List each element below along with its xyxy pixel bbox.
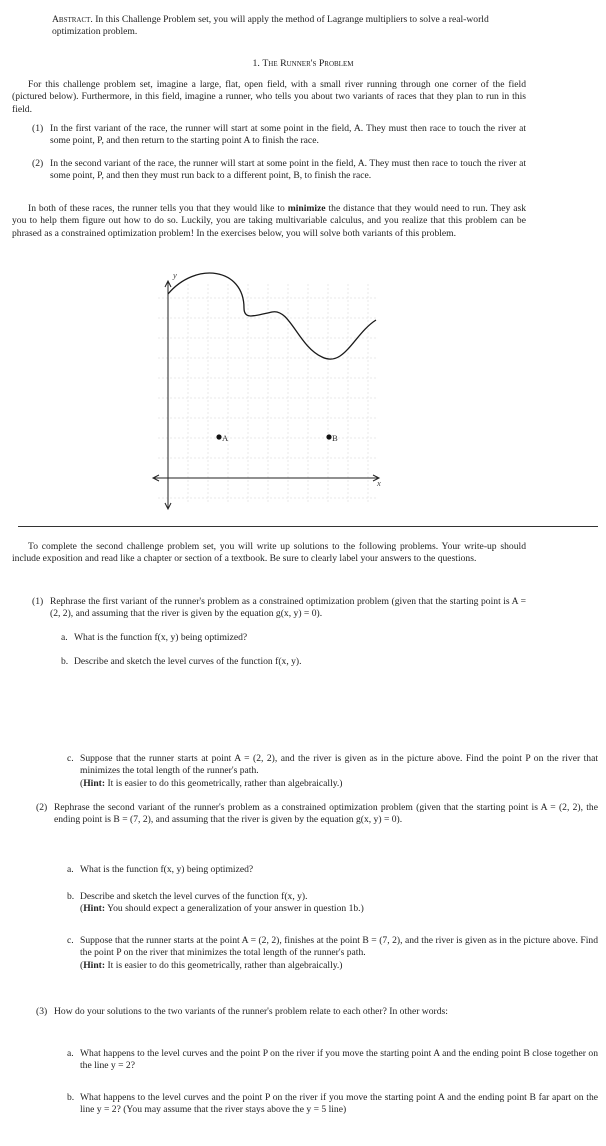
problem-3a-text: What happens to the level curves and the point P on the river if you move the starting point A and the ending point B close together on the line y = 2? <box>80 1048 598 1072</box>
both-races-before: In both of these races, the runner tells you that they would like to <box>28 203 288 214</box>
x-axis-label: x <box>377 478 381 488</box>
problem-3a <box>67 1048 598 1073</box>
section-title <box>0 58 606 70</box>
problem-1-number: (1) <box>32 596 44 607</box>
problem-2c: c. Suppose that the runner starts at the point A = (2, 2), finishes at the point B = (7, 2), and the river is given as in the picture above. Find the point P on the river that minimizes the total length of the runner's path. (Hint: It is easier to do this geometrically, rather than algebraically.) <box>67 935 598 971</box>
variant-1-text: In the first variant of the race, the runner will start at some point in the field, A. They must then race to touch the river at some point, P, and then return to the starting point A to finish the race. <box>50 123 526 147</box>
problem-1b-number: b. <box>61 656 69 667</box>
problem-2-number: (2) <box>36 802 48 813</box>
problem-2a-number: a. <box>67 864 74 875</box>
problem-2b: b. Describe and sketch the level curves of the function f(x, y). (Hint: You should expect a generalization of your answer in question 1b.) <box>67 891 364 915</box>
abstract-label: Abstract. <box>52 14 93 25</box>
problem-1c-number: c. <box>67 753 74 764</box>
problem-2b-number: b. <box>67 891 75 902</box>
problem-2c-text: Suppose that the runner starts at the point A = (2, 2), finishes at the point B = (7, 2), and the river is given as in the picture above. Find the point P on the river that minimizes the total length of the runner's path. <box>80 935 598 959</box>
problem-3 <box>36 1006 598 1018</box>
variant-2-number: (2) <box>32 158 44 169</box>
problem-2b-hint: You should expect a generalization of your answer in question 1b.) <box>105 903 364 915</box>
problem-2b-text: Describe and sketch the level curves of the function f(x, y). <box>80 891 308 902</box>
point-b-label: B <box>332 433 338 443</box>
problem-3b <box>67 1092 598 1117</box>
section-number: 1. <box>252 58 260 69</box>
problem-3b-text: What happens to the level curves and the point P on the river if you move the starting point A and the ending point B far apart on the line y = 2? (You may assume that the river stays above the y = 5 line) <box>80 1092 598 1116</box>
problem-1a-text: What is the function f(x, y) being optimized? <box>74 632 248 643</box>
problem-2c-hint: It is easier to do this geometrically, rather than algebraically.) <box>105 959 343 971</box>
variant-2-text: In the second variant of the race, the runner will start at some point in the field, A. They must then race to touch the river at some point, P, and then they must run back to a different point, B, to finish the race. <box>50 158 526 182</box>
problem-1-text: Rephrase the first variant of the runner's problem as a constrained optimization problem (given that the starting point is A = (2, 2), and assuming that the river is given by the equation g(x, y) = 0). <box>50 596 526 620</box>
problem-2a-text: What is the function f(x, y) being optimized? <box>80 864 254 875</box>
problem-3b-number: b. <box>67 1092 75 1103</box>
problem-1b-text: Describe and sketch the level curves of the function f(x, y). <box>74 656 302 667</box>
problem-2c-hint-label: Hint: <box>83 959 106 971</box>
problem-2b-hint-label: Hint: <box>83 903 106 915</box>
problem-1c-hint: It is easier to do this geometrically, rather than algebraically.) <box>105 777 343 789</box>
grid <box>158 284 376 502</box>
both-races-paragraph <box>12 203 526 240</box>
both-races-bold: minimize <box>287 203 326 214</box>
intro-paragraph: For this challenge problem set, imagine a large, flat, open field, with a small river running through one corner of the field (pictured below). Furthermore, in this field, imagine a runner, who tells you about two variants of races that they plan to run in this field. <box>12 79 526 115</box>
point-a-label: A <box>222 433 229 443</box>
problem-1b <box>61 656 526 668</box>
problem-2c-number: c. <box>67 935 74 946</box>
y-axis-label: y <box>173 270 177 280</box>
river-curve <box>168 273 376 359</box>
problem-3-number: (3) <box>36 1006 48 1017</box>
abstract-text: In this Challenge Problem set, you will apply the method of Lagrange multipliers to solve a real-world optimization problem. <box>52 14 489 38</box>
section-title-text: The Runner's Problem <box>262 58 354 69</box>
problem-3-text: How do your solutions to the two variants of the runner's problem relate to each other? In other words: <box>54 1006 448 1017</box>
problem-1c-text: Suppose that the runner starts at point A = (2, 2), and the river is given as in the picture above. Find the point P on the river that minimizes the total length of the runner's path. <box>80 753 598 777</box>
river-figure <box>140 264 390 514</box>
point-b-marker <box>326 434 331 439</box>
point-a-marker <box>216 434 221 439</box>
problem-2a <box>67 864 598 876</box>
problem-1a-number: a. <box>61 632 68 643</box>
problem-3a-number: a. <box>67 1048 74 1059</box>
instructions-paragraph: To complete the second challenge problem set, you will write up solutions to the following problems. Your write-up should include exposition and read like a chapter or section of a textbook. Be sure to clearly label your answers to the questions. <box>12 541 526 565</box>
problem-1c: c. Suppose that the runner starts at point A = (2, 2), and the river is given as in the picture above. Find the point P on the river that minimizes the total length of the runner's path. (Hint: It is easier to do this geometrically, rather than algebraically.) <box>67 753 598 789</box>
variant-2 <box>32 158 526 183</box>
section-divider <box>18 526 598 527</box>
problem-1c-hint-label: Hint: <box>83 777 106 789</box>
problem-1a <box>61 632 526 644</box>
both-races-after: the distance that they would need to run. They ask you to help them figure out how to do so. Luckily, you are taking multivariable calculus, and you realize that this problem can be phrased as a constrained optimization problem! In the exercises below, you will solve both variants of this problem. <box>12 203 526 239</box>
problem-2-text: Rephrase the second variant of the runner's problem as a constrained optimization problem (given that the starting point is A = (2, 2), the ending point is B = (7, 2), and assuming that the river is given by the equation g(x, y) = 0). <box>54 802 598 826</box>
variant-1-number: (1) <box>32 123 44 134</box>
variant-1 <box>32 123 526 148</box>
abstract <box>52 14 522 39</box>
axes <box>153 281 379 509</box>
problem-1 <box>32 596 526 621</box>
problem-2 <box>36 802 598 827</box>
